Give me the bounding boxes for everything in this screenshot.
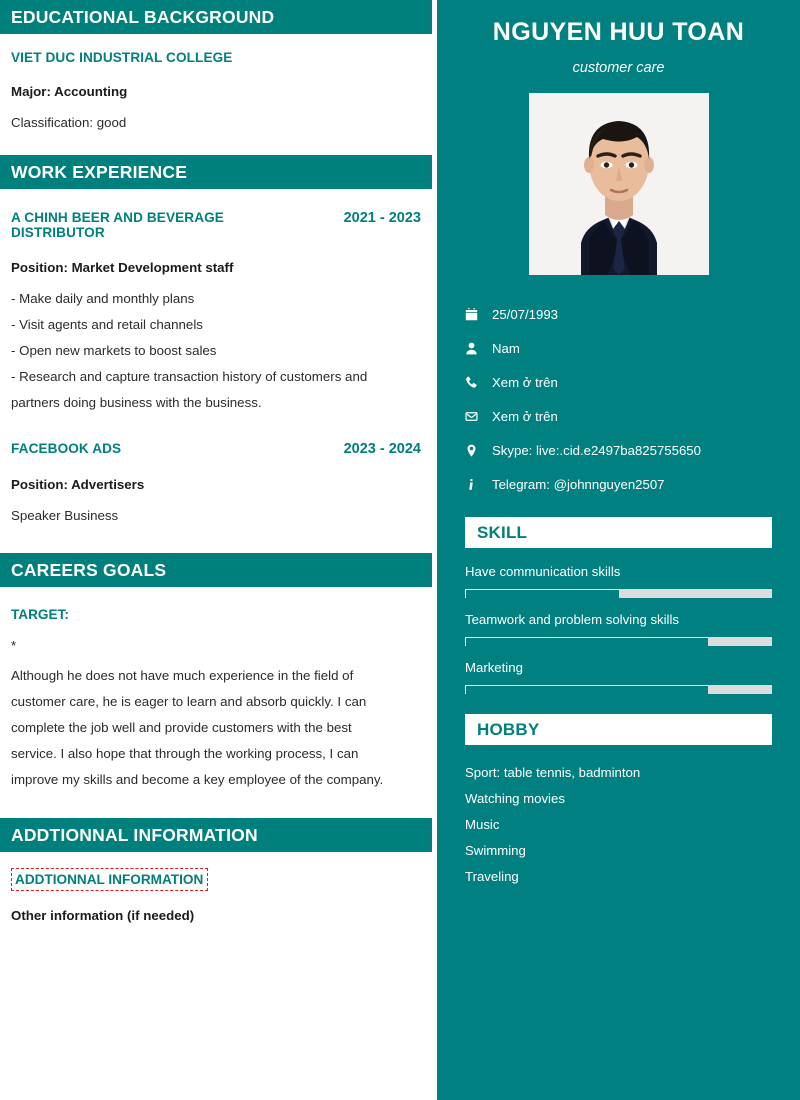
section-body-addtionnal-information xyxy=(0,852,432,923)
section-header-careers-goals xyxy=(0,553,432,587)
paragraph-line: service. I also hope that through the working process, I can xyxy=(11,746,359,761)
envelope-icon xyxy=(465,410,487,423)
skill-progress-fill xyxy=(465,589,619,598)
hobby-item: Swimming xyxy=(465,843,526,858)
paragraph-line: complete the job well and provide customers with the best xyxy=(11,720,352,735)
hobby-list xyxy=(465,760,772,890)
job-years: 2021 - 2023 xyxy=(343,210,421,226)
classification-line: Classification: good xyxy=(11,115,127,130)
skill-progress-bar xyxy=(465,637,772,646)
job-duties-list xyxy=(11,286,421,416)
section-title: HOBBY xyxy=(477,719,540,739)
contact-row-gender xyxy=(465,331,772,365)
skill-progress-bar xyxy=(465,589,772,598)
hobby-item: Watching movies xyxy=(465,791,565,806)
hobby-item: Traveling xyxy=(465,869,519,884)
skill-progress-fill xyxy=(465,685,708,694)
job-duty: partners doing business with the business. xyxy=(11,395,262,410)
paragraph-line: Although he does not have much experience in the field of xyxy=(11,668,354,683)
section-header-hobby xyxy=(465,714,772,745)
job-position: Position: Market Development staff xyxy=(11,260,234,275)
job-duty: - Visit agents and retail channels xyxy=(11,317,203,332)
skill-list xyxy=(465,564,772,694)
section-title: EDUCATIONAL BACKGROUND xyxy=(11,6,275,27)
contact-row-email xyxy=(465,399,772,433)
other-information-line: Other information (if needed) xyxy=(11,908,195,923)
contact-text: 25/07/1993 xyxy=(492,306,559,322)
phone-icon xyxy=(465,376,487,389)
contact-row-telegram xyxy=(465,467,772,501)
job-duty: - Research and capture transaction history of customers and xyxy=(11,369,368,384)
section-header-addtionnal-information xyxy=(0,818,432,852)
contact-text: Telegram: @johnnguyen2507 xyxy=(492,476,665,492)
section-body-careers-goals xyxy=(0,587,432,793)
skill-label: Have communication skills xyxy=(465,564,621,579)
calendar-icon xyxy=(465,308,487,321)
contact-text: Xem ở trên xyxy=(492,408,558,424)
contact-row-skype xyxy=(465,433,772,467)
contact-row-birthdate xyxy=(465,297,772,331)
page-title: NGUYEN HUU TOAN xyxy=(492,18,745,46)
job-role-subtitle: customer care xyxy=(572,60,665,76)
school-name: VIET DUC INDUSTRIAL COLLEGE xyxy=(11,50,233,65)
target-star: * xyxy=(11,638,17,653)
section-body-work-experience xyxy=(0,189,432,523)
contact-text: Nam xyxy=(492,340,520,356)
skill-item xyxy=(465,612,772,646)
avatar xyxy=(529,93,709,275)
section-title: WORK EXPERIENCE xyxy=(11,161,188,182)
skill-label: Teamwork and problem solving skills xyxy=(465,612,680,627)
right-column xyxy=(437,0,800,1100)
contact-list xyxy=(465,297,772,501)
skill-progress-bar xyxy=(465,685,772,694)
skill-progress-fill xyxy=(465,637,708,646)
hobby-item: Sport: table tennis, badminton xyxy=(465,765,641,780)
careers-goals-paragraph xyxy=(11,663,421,793)
target-label: TARGET: xyxy=(11,607,69,622)
job-entry-header-1 xyxy=(11,210,421,240)
company-name: A CHINH BEER AND BEVERAGE DISTRIBUTOR xyxy=(11,210,224,240)
paragraph-line: improve my skills and become a key employee of the company. xyxy=(11,772,384,787)
job-detail: Speaker Business xyxy=(11,508,119,523)
paragraph-line: customer care, he is eager to learn and absorb quickly. I can xyxy=(11,694,367,709)
contact-text: Skype: live:.cid.e2497ba825755650 xyxy=(492,442,701,458)
hobby-item: Music xyxy=(465,817,500,832)
job-duty: - Make daily and monthly plans xyxy=(11,291,195,306)
major-line: Major: Accounting xyxy=(11,84,128,99)
info-icon xyxy=(465,478,487,491)
job-duty: - Open new markets to boost sales xyxy=(11,343,217,358)
user-icon xyxy=(465,342,487,355)
section-body-educational-background xyxy=(0,34,432,130)
addtionnal-information-highlight[interactable]: ADDTIONNAL INFORMATION xyxy=(11,868,208,891)
company-name: FACEBOOK ADS xyxy=(11,441,122,456)
skill-item xyxy=(465,564,772,598)
contact-row-phone xyxy=(465,365,772,399)
skill-label: Marketing xyxy=(465,660,523,675)
section-header-work-experience xyxy=(0,155,432,189)
section-title: ADDTIONNAL INFORMATION xyxy=(11,824,258,845)
job-years: 2023 - 2024 xyxy=(343,441,421,457)
section-header-skill xyxy=(465,517,772,548)
section-title: CAREERS GOALS xyxy=(11,559,167,580)
section-header-educational-background xyxy=(0,0,432,34)
job-entry-header-2 xyxy=(11,441,421,457)
skill-item xyxy=(465,660,772,694)
contact-text: Xem ở trên xyxy=(492,374,558,390)
job-position: Position: Advertisers xyxy=(11,477,145,492)
map-pin-icon xyxy=(465,444,487,457)
section-title: SKILL xyxy=(477,522,528,542)
